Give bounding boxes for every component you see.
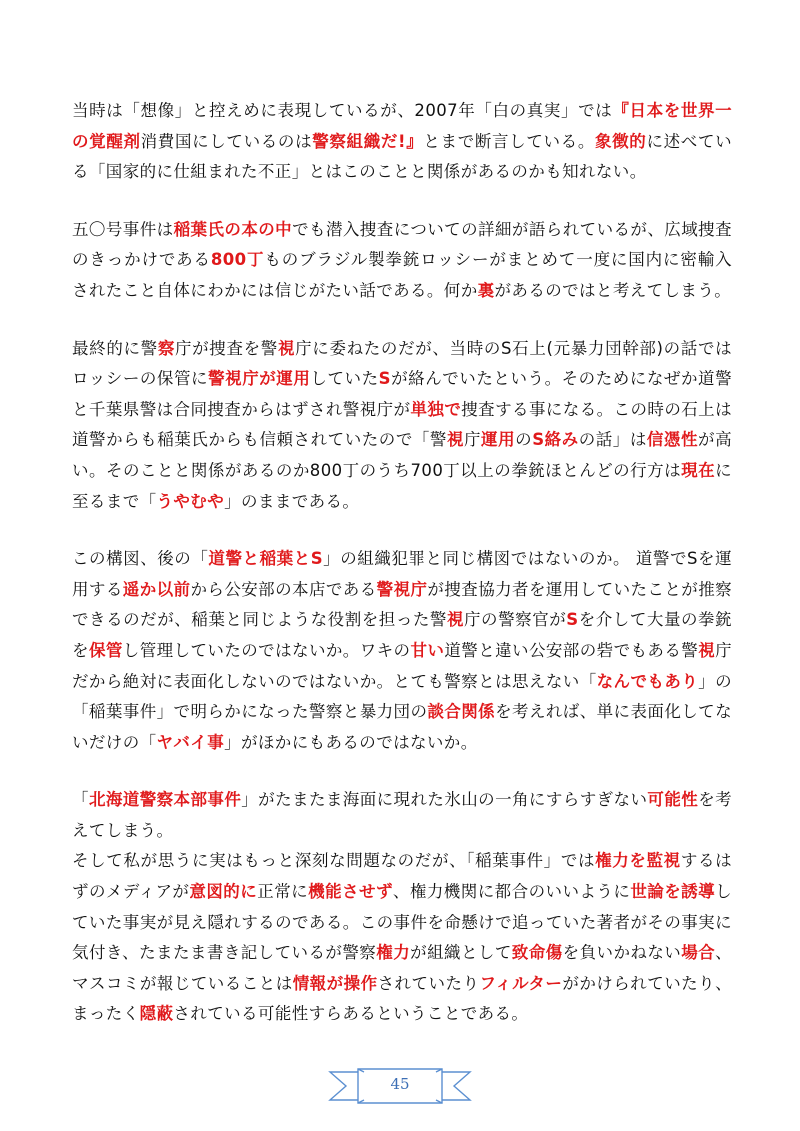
text-run: 道警と違い公安部の砦でもある警 [444,640,699,660]
text-run: 五〇号事件は [72,219,174,239]
text-run: されていたり [377,973,480,993]
highlighted-text: 『日本を世界一の覚醒剤 [72,101,732,151]
text-run: 「 [72,790,89,810]
highlighted-text: 視 [698,640,716,660]
highlighted-text: 談合関係 [427,702,496,722]
highlighted-text: S絡み [532,430,579,450]
text-run: が高い。そのことと関係があるのか800丁のうち700丁以上の拳銃ほとんどの行方は [72,430,732,480]
text-run: を負いかねない [562,943,682,963]
text-run: を考えてしまう。 [72,790,733,840]
text-run: の [515,430,533,450]
highlighted-text: 稲葉氏の本の中 [173,219,293,239]
highlighted-text: だ!』 [380,131,424,151]
document-body [72,96,732,1057]
highlighted-text: 警察組織 [312,131,381,151]
highlighted-text: S [378,369,391,389]
highlighted-text: S [566,610,579,630]
text-run: とまで断言している。 [423,131,595,151]
highlighted-text: 場合 [681,943,716,963]
text-run: が組織として [410,943,512,963]
highlighted-text: ヤバイ事 [156,732,225,752]
text-run: 庁だから絶対に表面化しないのではないか。とても警察とは思えない「 [72,640,733,691]
text-run: が捜査協力者を運用していたことが推察できるのだが、稲葉と同じような役割を担った警 [72,579,733,630]
text-run: から公安部の本店である [190,579,377,599]
highlighted-text: 遥か以前 [122,579,191,599]
highlighted-text: 道警と稲葉とS [208,549,324,569]
highlighted-text: 機能させず [308,882,393,902]
text-run: 消費国にしているのは [140,131,313,151]
highlighted-text: 意図的に [189,882,258,902]
highlighted-text: 警視庁 [376,579,428,599]
text-run: 庁が捜査を警 [174,338,278,358]
text-run: ものブラジル製拳銃ロッシーがまとめて一度に国内に密輸入されたこと自体にわかには信じがたい話である。何か [72,250,733,300]
text-run: 、マスコミが報じていることは [72,943,732,993]
highlighted-text: うやむや [156,491,225,511]
highlighted-text: 単独で [410,399,462,419]
highlighted-text: なんでもあり [596,671,699,691]
highlighted-text: 警視庁が運用 [208,369,311,389]
text-run: していた [310,369,379,389]
paragraph-5 [72,785,732,846]
text-run: 正常に [257,882,309,902]
text-run: していた事実が見え隠れするのである。この事件を命懸けで追っていた著者がその事実に気付き、たまたま書き記しているが警察 [72,882,733,963]
highlighted-text: 権力 [376,943,411,963]
paragraph-1 [72,96,732,188]
highlighted-text: 800丁 [210,250,265,270]
highlighted-text: 権力を監視 [595,851,681,871]
text-run: 捜査する事になる。この時の石上は道警からも稲葉氏からも信頼されていたので「警 [72,399,733,450]
text-run: 庁 [464,430,482,450]
text-run: がかけられていたり、まったく [72,973,733,1024]
text-run: を介して大量の拳銃を [72,610,732,660]
text-run: があるのではと考えてしまう。 [494,280,732,300]
page-number: 45 [390,1075,410,1093]
paragraph-3 [72,334,732,518]
highlighted-text: 世論を誘導 [630,882,716,902]
text-run: 、権力機関に都合のいいように [392,882,631,902]
text-run: し管理していたのではないか。ワキの [122,640,411,660]
text-run: するはずのメディアが [72,851,732,902]
highlighted-text: 致命傷 [511,943,563,963]
highlighted-text: 視 [446,610,465,630]
text-run: の話」は [578,430,647,450]
paragraph-4 [72,544,732,758]
text-run: そして私が思うに実はもっと深刻な問題なのだが、「稲葉事件」では [72,851,596,871]
highlighted-text: 保管 [88,640,123,660]
text-run: 」がたまたま海面に現れた氷山の一角にすらすぎない [241,790,648,810]
text-run: 」がほかにもあるのではないか。 [224,732,478,752]
text-run: 庁に委ねたのだが、当時のS石上(元暴力団幹部)の話ではロッシーの保管に [72,338,733,389]
text-run: が絡んでいたという。そのためになぜか道警と千葉県警は合同捜査からはずされ警視庁が [72,369,732,419]
text-run: を考えれば、単に表面化してないだけの「 [72,702,732,752]
highlighted-text: フィルター [479,973,563,993]
text-run: に至るまで「 [72,460,732,511]
highlighted-text: 視 [277,338,296,358]
highlighted-text: 北海道警察本部事件 [88,790,242,810]
highlighted-text: 隠蔽 [139,1004,174,1024]
highlighted-text: 象徴的 [594,131,647,151]
paragraph-6 [72,846,732,1030]
highlighted-text: 察 [157,338,175,358]
highlighted-text: 運用 [481,430,516,450]
highlighted-text: 信憑性 [646,430,699,450]
page-footer [328,1066,472,1106]
highlighted-text: 情報が操作 [292,973,378,993]
highlighted-text: 可能性 [647,790,699,810]
text-run: 」の「稲葉事件」で明らかになった警察と暴力団の [72,671,732,722]
text-run: でも潜入捜査についての詳細が語られているが、広域捜査のきっかけである [72,219,732,270]
text-run: この構図、後の「 [72,549,209,569]
paragraph-2 [72,215,732,307]
highlighted-text: 甘い [410,640,445,660]
highlighted-text: 裏 [477,280,495,300]
highlighted-text: 現在 [681,460,716,480]
text-run: 当時は「想像」と控えめに表現しているが、2007年「白の真実」では [72,101,613,120]
text-run: されている可能性すらあるということである。 [173,1004,529,1024]
text-run: 最終的に警 [72,338,158,358]
text-run: 庁の警察官が [464,610,567,630]
text-run: 」の組織犯罪と同じ構図ではないのか。 道警でSを運用する [72,549,733,599]
highlighted-text: 視 [446,430,464,450]
text-run: に述べている「国家的に仕組まれた不正」とはこのことと関係があるのかも知れない。 [72,131,733,182]
text-run: 」のままである。 [224,491,360,511]
